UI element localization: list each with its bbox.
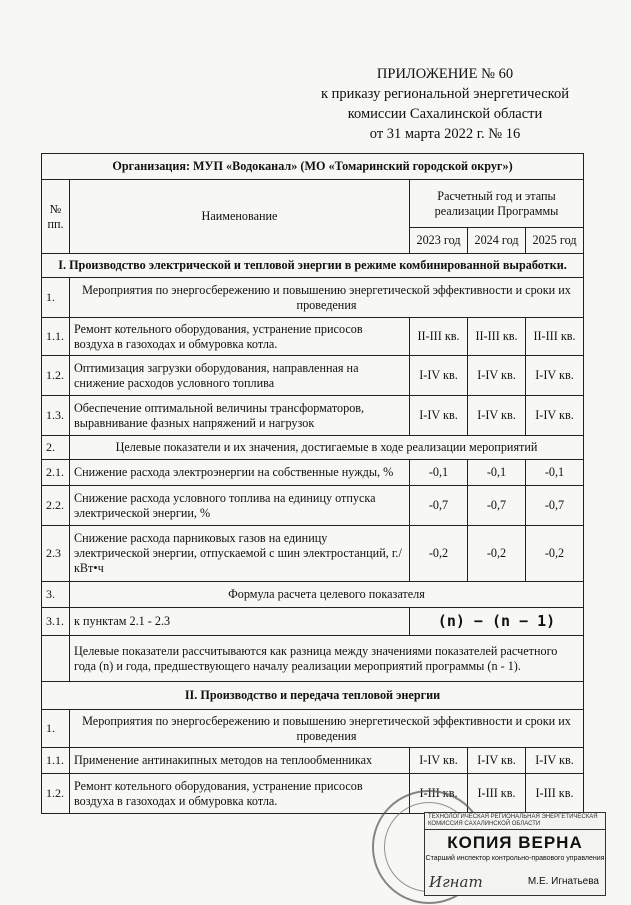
year-header: 2024 год (468, 228, 526, 254)
year-header: 2023 год (410, 228, 468, 254)
row-value: -0,1 (410, 460, 468, 486)
section-title: I. Производство электрической и тепловой энергии в режиме комбинированной выработки. (42, 254, 584, 278)
row-value: II-III кв. (410, 318, 468, 356)
row-value: -0,7 (468, 486, 526, 526)
row-number: 3. (42, 582, 70, 608)
row-value: -0,2 (526, 526, 584, 582)
row-number: 1. (42, 278, 70, 318)
row-value: -0,7 (526, 486, 584, 526)
formula-note: Целевые показатели рассчитываются как разница между значениями показателей расчетного года (n) и года, предшествующего началу реализации мероприятий программы (n - 1). (70, 636, 584, 682)
subsection-title: Мероприятия по энергосбережению и повышению энергетической эффективности и сроки их проведения (70, 278, 584, 318)
row-value: I-IV кв. (526, 356, 584, 396)
row-text: Применение антинакипных методов на теплообменниках (70, 748, 410, 774)
subsection-title: Формула расчета целевого показателя (70, 582, 584, 608)
formula: (n) − (n − 1) (410, 608, 584, 636)
section-title: II. Производство и передача тепловой энергии (42, 682, 584, 710)
subsection-title: Мероприятия по энергосбережению и повышению энергетической эффективности и сроки их проведения (70, 710, 584, 748)
col-name-header: Наименование (70, 180, 410, 254)
row-text: Снижение расхода условного топлива на единицу отпуска электрической энергии, % (70, 486, 410, 526)
stamp-signer-name: М.Е. Игнатьева (527, 876, 599, 887)
row-number: 1.2. (42, 774, 70, 814)
row-number: 3.1. (42, 608, 70, 636)
row-number: 1.3. (42, 396, 70, 436)
appendix-title: ПРИЛОЖЕНИЕ № 60 (376, 66, 514, 82)
stamp-organization: ТЕХНОЛОГИЧЕСКАЯ РЕГИОНАЛЬНАЯ ЭНЕРГЕТИЧЕСКАЯ КОМИССИЯ САХАЛИНСКОЙ ОБЛАСТИ (425, 813, 605, 830)
row-text: Ремонт котельного оборудования, устранение присосов воздуха в газоходах и обмуровка котла. (70, 318, 410, 356)
organization-row: Организация: МУП «Водоканал» (МО «Томаринский городской округ») (42, 154, 584, 180)
col-period-header: Расчетный год и этапы реализации Программы (410, 180, 584, 228)
row-value: I-IV кв. (468, 396, 526, 436)
subsection-title: Целевые показатели и их значения, достигаемые в ходе реализации мероприятий (70, 436, 584, 460)
row-text: Ремонт котельного оборудования, устранение присосов воздуха в газоходах и обмуровка котла. (70, 774, 410, 814)
row-number: 1.2. (42, 356, 70, 396)
row-number: 2.1. (42, 460, 70, 486)
row-value: I-IV кв. (468, 748, 526, 774)
col-number-header: № пп. (42, 180, 70, 254)
row-value: II-III кв. (526, 318, 584, 356)
row-number: 1. (42, 710, 70, 748)
row-value: I-III кв. (410, 774, 468, 814)
row-text: Снижение расхода парниковых газов на единицу электрической энергии, отпускаемой с шин электростанций, г./кВт•ч (70, 526, 410, 582)
signature: Игнат (429, 873, 483, 891)
row-number: 2.2. (42, 486, 70, 526)
row-value: -0,1 (526, 460, 584, 486)
row-number: 2.3 (42, 526, 70, 582)
row-value: I-IV кв. (410, 396, 468, 436)
year-header: 2025 год (526, 228, 584, 254)
row-number: 1.1. (42, 318, 70, 356)
row-value: -0,7 (410, 486, 468, 526)
program-table (41, 153, 584, 814)
row-value: I-IV кв. (526, 396, 584, 436)
row-text: Обеспечение оптимальной величины трансформаторов, выравнивание фазных напряжений и нагрузок (70, 396, 410, 436)
certified-copy-stamp (424, 812, 606, 896)
header-date-line: от 31 марта 2022 г. № 16 (369, 126, 521, 142)
row-number: 1.1. (42, 748, 70, 774)
row-number-empty (42, 636, 70, 682)
stamp-title: КОПИЯ ВЕРНА (447, 833, 583, 852)
row-number: 2. (42, 436, 70, 460)
row-value: I-IV кв. (410, 748, 468, 774)
row-value: II-III кв. (468, 318, 526, 356)
header-line-3: комиссии Сахалинской области (347, 106, 543, 122)
document-header (300, 64, 590, 144)
row-value: I-III кв. (468, 774, 526, 814)
row-value: I-III кв. (526, 774, 584, 814)
row-text: Оптимизация загрузки оборудования, направленная на снижение расходов условного топлива (70, 356, 410, 396)
row-text: к пунктам 2.1 - 2.3 (70, 608, 410, 636)
row-value: I-IV кв. (410, 356, 468, 396)
row-value: -0,2 (468, 526, 526, 582)
row-text: Снижение расхода электроэнергии на собственные нужды, % (70, 460, 410, 486)
header-line-2: к приказу региональной энергетической (320, 86, 569, 102)
row-value: I-IV кв. (526, 748, 584, 774)
row-value: -0,2 (410, 526, 468, 582)
row-value: -0,1 (468, 460, 526, 486)
stamp-position: Старший инспектор контрольно-правового управления (425, 855, 605, 862)
row-value: I-IV кв. (468, 356, 526, 396)
